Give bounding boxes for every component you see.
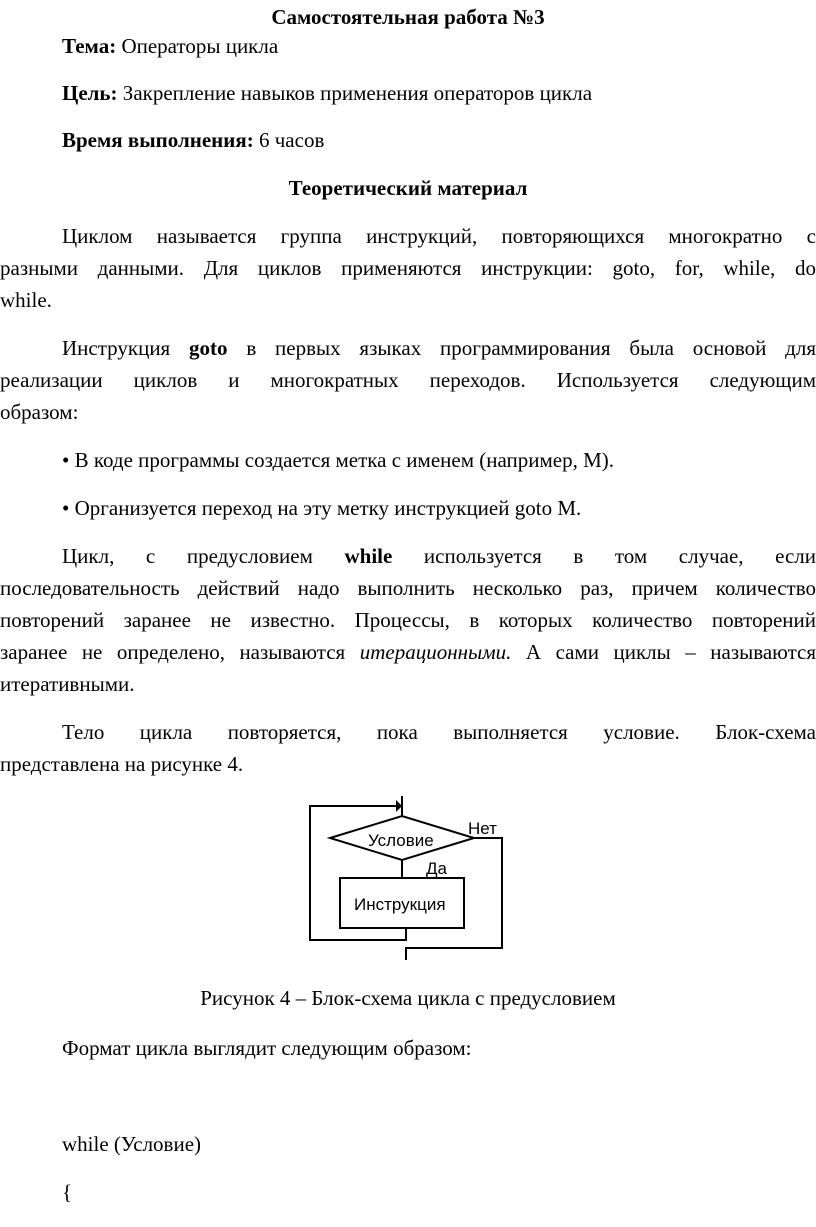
time-label: Время выполнения: <box>62 128 254 152</box>
no-label: Нет <box>468 819 497 838</box>
yes-label: Да <box>426 859 447 878</box>
paragraph-2-line-3: образом: <box>0 400 79 424</box>
paragraph-3-line-4: заранее не определено, называются итерационными. А сами циклы – называются <box>0 640 816 664</box>
paragraph-5: Формат цикла выглядит следующим образом: <box>62 1036 472 1060</box>
bullet-item-1: • В коде программы создается метка с именем (например, M). <box>62 448 615 472</box>
figure-caption: Рисунок 4 – Блок-схема цикла с предусловием <box>200 986 616 1010</box>
paragraph-3-line-1: Цикл, с предусловием while используется в том случае, если <box>62 544 816 568</box>
paragraph-2-line-1: Инструкция goto в первых языках программирования была основой для <box>62 336 816 360</box>
condition-label: Условие <box>368 831 434 850</box>
section-title: Теоретический материал <box>288 176 528 200</box>
time-value: 6 часов <box>253 128 325 152</box>
goto-keyword: goto <box>189 336 228 360</box>
while-loop-flowchart <box>296 792 516 964</box>
time-line <box>62 127 324 153</box>
goal-label: Цель: <box>62 81 118 105</box>
paragraph-4-line-2: представлена на рисунке 4. <box>0 752 244 776</box>
instruction-label: Инструкция <box>354 895 446 914</box>
theme-label: Тема: <box>62 34 117 58</box>
paragraph-3-line-2: последовательность действий надо выполнить несколько раз, причем количество <box>0 576 816 600</box>
paragraph-1-line-3: while. <box>0 288 52 312</box>
paragraph-3-line-5: итеративными. <box>0 672 135 696</box>
theme-value: Операторы цикла <box>116 34 279 58</box>
document-title: Самостоятельная работа №3 <box>271 5 545 29</box>
bullet-item-2: • Организуется переход на эту метку инструкцией goto M. <box>62 496 582 520</box>
goal-line <box>62 80 592 106</box>
paragraph-4-line-1: Тело цикла повторяется, пока выполняется условие. Блок-схема <box>62 720 816 744</box>
theme-line <box>62 33 278 59</box>
paragraph-3-line-3: повторений заранее не известно. Процессы, в которых количество повторений <box>0 608 816 632</box>
iterative-term: итерационными. <box>359 640 512 664</box>
paragraph-2-line-2: реализации циклов и многократных переходов. Используется следующим <box>0 368 816 392</box>
paragraph-1-line-2: разными данными. Для циклов применяются инструкции: goto, for, while, do <box>0 256 816 280</box>
code-line-1: while (Условие) <box>62 1132 202 1156</box>
while-keyword: while <box>344 544 393 568</box>
code-line-2: { <box>62 1180 73 1204</box>
goal-value: Закрепление навыков применения операторов цикла <box>117 81 593 105</box>
paragraph-1-line-1: Циклом называется группа инструкций, повторяющихся многократно с <box>62 224 816 248</box>
loop-back-line <box>310 806 406 940</box>
